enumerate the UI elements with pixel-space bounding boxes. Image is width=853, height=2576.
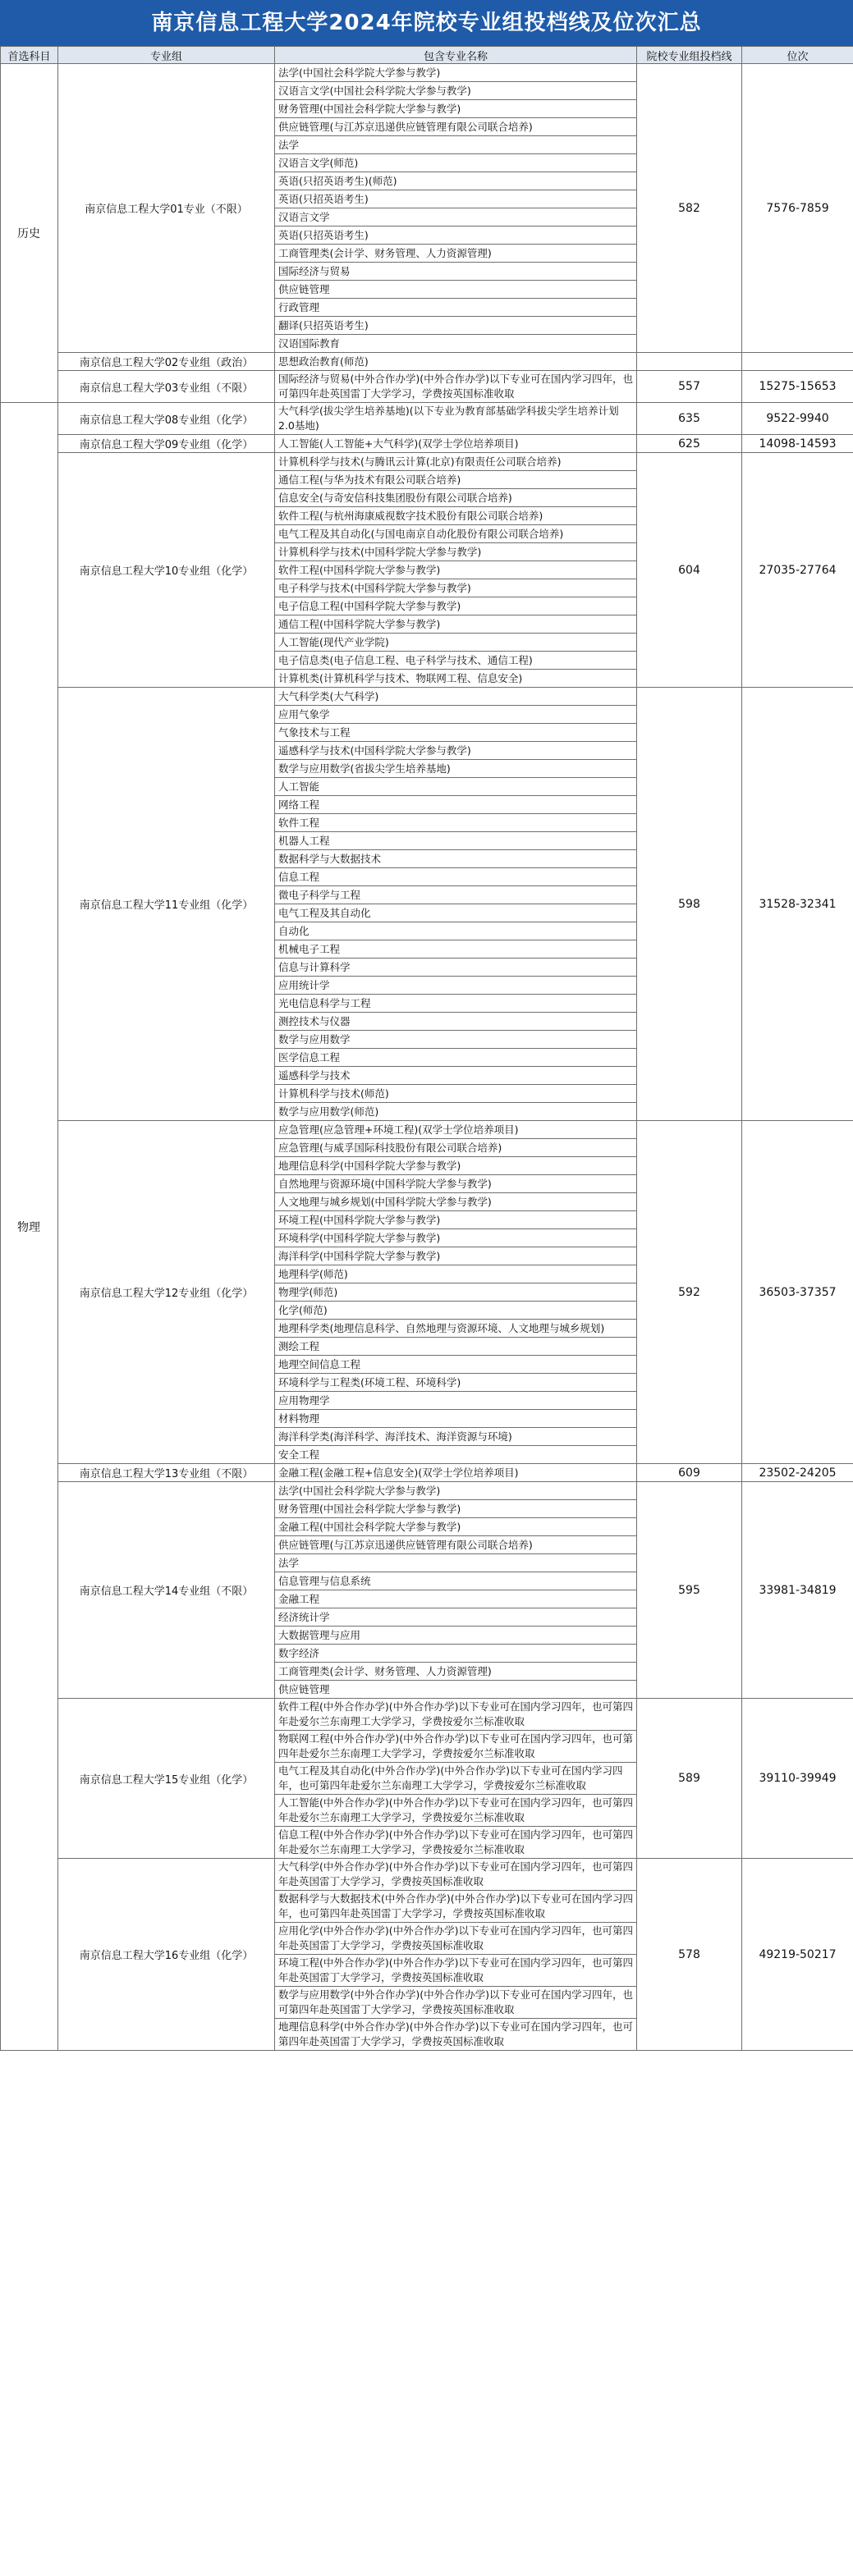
major-cell: 人工智能(中外合作办学)(中外合作办学)以下专业可在国内学习四年，也可第四年赴爱尔兰东南理工大学学习，学费按爱尔兰标准收取 [275,1795,637,1827]
admission-table [0,46,853,2051]
major-cell: 信息安全(与奇安信科技集团股份有限公司联合培养) [275,489,637,507]
major-cell: 供应链管理 [275,281,637,299]
page-title: 南京信息工程大学2024年院校专业组投档线及位次汇总 [0,0,853,46]
major-cell: 地理空间信息工程 [275,1356,637,1374]
score-cell: 635 [637,403,742,435]
table-row [1,64,853,82]
score-cell: 598 [637,688,742,1121]
rank-cell: 15275-15653 [742,371,853,403]
group-cell: 南京信息工程大学11专业组（化学） [58,688,275,1121]
major-cell: 电气工程及其自动化(中外合作办学)(中外合作办学)以下专业可在国内学习四年，也可第四年赴爱尔兰东南理工大学学习，学费按爱尔兰标准收取 [275,1763,637,1795]
score-cell: 595 [637,1482,742,1699]
major-cell: 供应链管理(与江苏京迅递供应链管理有限公司联合培养) [275,118,637,136]
table-row [1,403,853,435]
major-cell: 物联网工程(中外合作办学)(中外合作办学)以下专业可在国内学习四年，也可第四年赴爱尔兰东南理工大学学习，学费按爱尔兰标准收取 [275,1731,637,1763]
major-cell: 安全工程 [275,1446,637,1464]
header-row [1,47,853,64]
major-cell: 经济统计学 [275,1608,637,1627]
major-cell: 计算机科学与技术(中国科学院大学参与教学) [275,543,637,561]
major-cell: 电气工程及其自动化 [275,904,637,922]
header-majors: 包含专业名称 [275,47,637,64]
table-body [1,64,853,2051]
major-cell: 物理学(师范) [275,1283,637,1302]
major-cell: 大气科学(中外合作办学)(中外合作办学)以下专业可在国内学习四年，也可第四年赴英国雷丁大学学习，学费按英国标准收取 [275,1859,637,1891]
major-cell: 汉语言文学(师范) [275,154,637,172]
subject-cell: 物理 [1,403,58,2051]
rank-cell: 14098-14593 [742,435,853,453]
table-row [1,688,853,706]
header-rank: 位次 [742,47,853,64]
major-cell: 汉语言文学 [275,208,637,226]
major-cell: 应急管理(应急管理+环境工程)(双学士学位培养项目) [275,1121,637,1139]
major-cell: 光电信息科学与工程 [275,995,637,1013]
major-cell: 数据科学与大数据技术(中外合作办学)(中外合作办学)以下专业可在国内学习四年，也可第四年赴英国雷丁大学学习，学费按英国标准收取 [275,1891,637,1923]
major-cell: 工商管理类(会计学、财务管理、人力资源管理) [275,1663,637,1681]
major-cell: 遥感科学与技术(中国科学院大学参与教学) [275,742,637,760]
major-cell: 信息管理与信息系统 [275,1572,637,1590]
major-cell: 环境科学与工程类(环境工程、环境科学) [275,1374,637,1392]
group-cell: 南京信息工程大学15专业组（化学） [58,1699,275,1859]
header-subject: 首选科目 [1,47,58,64]
major-cell: 法学(中国社会科学院大学参与教学) [275,1482,637,1500]
group-cell: 南京信息工程大学02专业组（政治） [58,353,275,371]
rank-cell: 7576-7859 [742,64,853,353]
rank-cell: 9522-9940 [742,403,853,435]
group-cell: 南京信息工程大学01专业（不限） [58,64,275,353]
table-row [1,371,853,403]
table-row [1,1482,853,1500]
major-cell: 法学(中国社会科学院大学参与教学) [275,64,637,82]
score-cell: 625 [637,435,742,453]
major-cell: 气象技术与工程 [275,724,637,742]
score-cell [637,353,742,371]
table-row [1,435,853,453]
major-cell: 电子信息类(电子信息工程、电子科学与技术、通信工程) [275,652,637,670]
group-cell: 南京信息工程大学16专业组（化学） [58,1859,275,2051]
major-cell: 人文地理与城乡规划(中国科学院大学参与教学) [275,1193,637,1211]
major-cell: 应用气象学 [275,706,637,724]
major-cell: 应用化学(中外合作办学)(中外合作办学)以下专业可在国内学习四年，也可第四年赴英国雷丁大学学习，学费按英国标准收取 [275,1923,637,1955]
major-cell: 金融工程(中国社会科学院大学参与教学) [275,1518,637,1536]
score-cell: 582 [637,64,742,353]
major-cell: 通信工程(与华为技术有限公司联合培养) [275,471,637,489]
major-cell: 汉语言文学(中国社会科学院大学参与教学) [275,82,637,100]
table-row [1,453,853,471]
rank-cell: 31528-32341 [742,688,853,1121]
major-cell: 大气科学类(大气科学) [275,688,637,706]
major-cell: 数字经济 [275,1645,637,1663]
major-cell: 计算机科学与技术(与腾讯云计算(北京)有限责任公司联合培养) [275,453,637,471]
group-cell: 南京信息工程大学03专业组（不限） [58,371,275,403]
score-cell: 589 [637,1699,742,1859]
major-cell: 翻译(只招英语考生) [275,317,637,335]
major-cell: 机械电子工程 [275,940,637,959]
group-cell: 南京信息工程大学14专业组（不限） [58,1482,275,1699]
major-cell: 材料物理 [275,1410,637,1428]
major-cell: 化学(师范) [275,1302,637,1320]
table-row [1,353,853,371]
major-cell: 机器人工程 [275,832,637,850]
rank-cell: 27035-27764 [742,453,853,688]
score-cell: 557 [637,371,742,403]
major-cell: 地理科学类(地理信息科学、自然地理与资源环境、人文地理与城乡规划) [275,1320,637,1338]
major-cell: 遥感科学与技术 [275,1067,637,1085]
major-cell: 测控技术与仪器 [275,1013,637,1031]
major-cell: 环境工程(中外合作办学)(中外合作办学)以下专业可在国内学习四年，也可第四年赴英国雷丁大学学习，学费按英国标准收取 [275,1955,637,1987]
major-cell: 数据科学与大数据技术 [275,850,637,868]
major-cell: 电气工程及其自动化(与国电南京自动化股份有限公司联合培养) [275,525,637,543]
major-cell: 应用物理学 [275,1392,637,1410]
group-cell: 南京信息工程大学12专业组（化学） [58,1121,275,1464]
major-cell: 行政管理 [275,299,637,317]
subject-cell: 历史 [1,64,58,403]
header-score: 院校专业组投档线 [637,47,742,64]
score-cell: 578 [637,1859,742,2051]
major-cell: 通信工程(中国科学院大学参与教学) [275,615,637,634]
major-cell: 计算机科学与技术(师范) [275,1085,637,1103]
major-cell: 地理科学(师范) [275,1265,637,1283]
major-cell: 金融工程(金融工程+信息安全)(双学士学位培养项目) [275,1464,637,1482]
major-cell: 软件工程(与杭州海康威视数字技术股份有限公司联合培养) [275,507,637,525]
rank-cell [742,353,853,371]
score-cell: 604 [637,453,742,688]
header-group: 专业组 [58,47,275,64]
major-cell: 汉语国际教育 [275,335,637,353]
major-cell: 环境工程(中国科学院大学参与教学) [275,1211,637,1229]
major-cell: 数学与应用数学(省拔尖学生培养基地) [275,760,637,778]
major-cell: 财务管理(中国社会科学院大学参与教学) [275,1500,637,1518]
major-cell: 法学 [275,1554,637,1572]
major-cell: 信息与计算科学 [275,959,637,977]
major-cell: 财务管理(中国社会科学院大学参与教学) [275,100,637,118]
major-cell: 软件工程(中国科学院大学参与教学) [275,561,637,579]
major-cell: 信息工程(中外合作办学)(中外合作办学)以下专业可在国内学习四年，也可第四年赴爱尔兰东南理工大学学习，学费按爱尔兰标准收取 [275,1827,637,1859]
major-cell: 地理信息科学(中外合作办学)(中外合作办学)以下专业可在国内学习四年，也可第四年赴英国雷丁大学学习，学费按英国标准收取 [275,2019,637,2051]
major-cell: 思想政治教育(师范) [275,353,637,371]
major-cell: 数学与应用数学(师范) [275,1103,637,1121]
major-cell: 人工智能(人工智能+大气科学)(双学士学位培养项目) [275,435,637,453]
major-cell: 自动化 [275,922,637,940]
major-cell: 国际经济与贸易 [275,263,637,281]
table-row [1,1859,853,1891]
major-cell: 大数据管理与应用 [275,1627,637,1645]
major-cell: 软件工程(中外合作办学)(中外合作办学)以下专业可在国内学习四年，也可第四年赴爱尔兰东南理工大学学习，学费按爱尔兰标准收取 [275,1699,637,1731]
major-cell: 数学与应用数学 [275,1031,637,1049]
major-cell: 供应链管理 [275,1681,637,1699]
major-cell: 微电子科学与工程 [275,886,637,904]
major-cell: 国际经济与贸易(中外合作办学)(中外合作办学)以下专业可在国内学习四年，也可第四年赴英国雷丁大学学习，学费按英国标准收取 [275,371,637,403]
major-cell: 数学与应用数学(中外合作办学)(中外合作办学)以下专业可在国内学习四年，也可第四年赴英国雷丁大学学习，学费按英国标准收取 [275,1987,637,2019]
score-cell: 609 [637,1464,742,1482]
rank-cell: 39110-39949 [742,1699,853,1859]
major-cell: 应用统计学 [275,977,637,995]
table-row [1,1699,853,1731]
rank-cell: 23502-24205 [742,1464,853,1482]
rank-cell: 49219-50217 [742,1859,853,2051]
major-cell: 英语(只招英语考生) [275,226,637,245]
score-cell: 592 [637,1121,742,1464]
major-cell: 网络工程 [275,796,637,814]
table-row [1,1121,853,1139]
major-cell: 自然地理与资源环境(中国科学院大学参与教学) [275,1175,637,1193]
major-cell: 大气科学(拔尖学生培养基地)(以下专业为教育部基础学科拔尖学生培养计划2.0基地) [275,403,637,435]
major-cell: 信息工程 [275,868,637,886]
major-cell: 法学 [275,136,637,154]
group-cell: 南京信息工程大学08专业组（化学） [58,403,275,435]
major-cell: 地理信息科学(中国科学院大学参与教学) [275,1157,637,1175]
major-cell: 医学信息工程 [275,1049,637,1067]
major-cell: 海洋科学(中国科学院大学参与教学) [275,1247,637,1265]
group-cell: 南京信息工程大学09专业组（化学） [58,435,275,453]
rank-cell: 36503-37357 [742,1121,853,1464]
group-cell: 南京信息工程大学10专业组（化学） [58,453,275,688]
major-cell: 人工智能 [275,778,637,796]
major-cell: 计算机类(计算机科学与技术、物联网工程、信息安全) [275,670,637,688]
major-cell: 电子科学与技术(中国科学院大学参与教学) [275,579,637,597]
major-cell: 软件工程 [275,814,637,832]
major-cell: 海洋科学类(海洋科学、海洋技术、海洋资源与环境) [275,1428,637,1446]
rank-cell: 33981-34819 [742,1482,853,1699]
major-cell: 应急管理(与威孚国际科技股份有限公司联合培养) [275,1139,637,1157]
major-cell: 测绘工程 [275,1338,637,1356]
major-cell: 英语(只招英语考生)(师范) [275,172,637,190]
major-cell: 金融工程 [275,1590,637,1608]
major-cell: 环境科学(中国科学院大学参与教学) [275,1229,637,1247]
group-cell: 南京信息工程大学13专业组（不限） [58,1464,275,1482]
major-cell: 供应链管理(与江苏京迅递供应链管理有限公司联合培养) [275,1536,637,1554]
major-cell: 电子信息工程(中国科学院大学参与教学) [275,597,637,615]
table-row [1,1464,853,1482]
major-cell: 英语(只招英语考生) [275,190,637,208]
major-cell: 工商管理类(会计学、财务管理、人力资源管理) [275,245,637,263]
major-cell: 人工智能(现代产业学院) [275,634,637,652]
